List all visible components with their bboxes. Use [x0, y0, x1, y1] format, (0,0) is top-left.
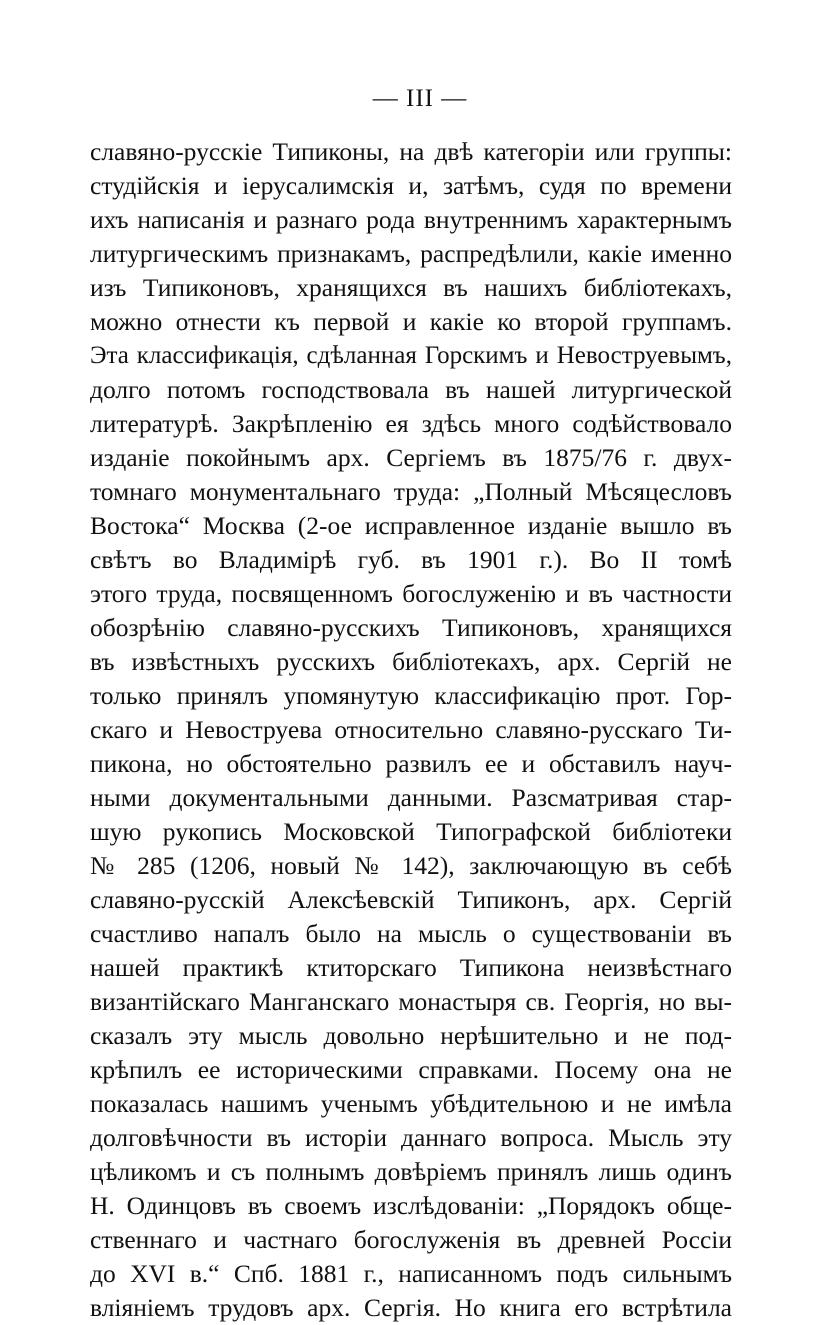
text-line: этого труда, посвященномъ богослуженію и въ частности — [90, 579, 732, 608]
text-line: можно отнести къ первой и какіе ко второй группамъ. — [90, 307, 732, 336]
text-line: ихъ написанія и разнаго рода внутреннимъ характернымъ — [90, 205, 732, 234]
text-line: вліяніемъ трудовъ арх. Сергія. Но книга его встрѣтила — [90, 1293, 732, 1322]
text-line: изданіе покойнымъ арх. Сергіемъ въ 1875/76 г. двух- — [90, 443, 732, 472]
text-line: до XVI в.“ Спб. 1881 г., написанномъ подъ сильнымъ — [90, 1259, 732, 1288]
text-line: нашей практикѣ ктиторскаго Типикона неизвѣстнаго — [90, 953, 732, 982]
body-text — [90, 135, 732, 1325]
text-line: византійскаго Манганскаго монастыря св. Георгія, но вы- — [90, 987, 732, 1016]
text-line: ственнаго и частнаго богослуженія въ древней Россіи — [90, 1225, 732, 1254]
text-line: литературѣ. Закрѣпленію ея здѣсь много содѣйствовало — [90, 409, 732, 438]
text-line: Востока“ Москва (2-ое исправленное изданіе вышло въ — [90, 511, 732, 540]
text-line: цѣликомъ и съ полнымъ довѣріемъ принялъ лишь одинъ — [90, 1157, 732, 1186]
text-line: обозрѣнію славяно-русскихъ Типиконовъ, хранящихся — [90, 613, 732, 642]
text-line: показалась нашимъ ученымъ убѣдительною и не имѣла — [90, 1089, 732, 1118]
text-line: въ извѣстныхъ русскихъ библіотекахъ, арх. Сергій не — [90, 647, 732, 676]
text-line: счастливо напалъ было на мысль о существованіи въ — [90, 919, 732, 948]
text-line: томнаго монументальнаго труда: „Полный Мѣсяцесловъ — [90, 477, 732, 506]
text-line: Эта классификація, сдѣланная Горскимъ и Невоструевымъ, — [90, 342, 732, 369]
text-line: долговѣчности въ исторіи даннаго вопроса. Мысль эту — [90, 1123, 732, 1152]
text-line: долго потомъ господствовала въ нашей литургической — [90, 375, 732, 404]
text-line: шую рукопись Московской Типографской библіотеки — [90, 817, 732, 846]
text-line: № 285 (1206, новый № 142), заключающую въ себѣ — [90, 851, 732, 880]
text-line: изъ Типиконовъ, хранящихся въ нашихъ библіотекахъ, — [90, 273, 732, 302]
text-line: сказалъ эту мысль довольно нерѣшительно и не под- — [90, 1021, 732, 1050]
text-line: славяно-русскіе Типиконы, на двѣ категоріи или группы: — [90, 137, 732, 166]
text-line: литургическимъ признакамъ, распредѣлили, какіе именно — [90, 239, 732, 268]
text-line: пикона, но обстоятельно развилъ ее и обставилъ науч- — [90, 749, 732, 778]
text-line: студійскія и іерусалимскія и, затѣмъ, судя по времени — [90, 171, 732, 200]
text-line: Н. Одинцовъ въ своемъ изслѣдованіи: „Порядокъ обще- — [90, 1191, 732, 1220]
text-line: крѣпилъ ее историческими справками. Посему она не — [90, 1055, 732, 1084]
page-number: — III — — [372, 85, 468, 112]
text-line: свѣтъ во Владимірѣ губ. въ 1901 г.). Во II томѣ — [90, 545, 732, 574]
text-line: славяно-русскій Алексѣевскій Типиконъ, арх. Сергій — [90, 885, 732, 914]
text-line: скаго и Невоструева относительно славяно-русскаго Ти- — [90, 715, 732, 744]
text-line: только принялъ упомянутую классификацію прот. Гор- — [90, 681, 732, 710]
text-line: ными документальными данными. Разсматривая стар- — [90, 783, 732, 812]
